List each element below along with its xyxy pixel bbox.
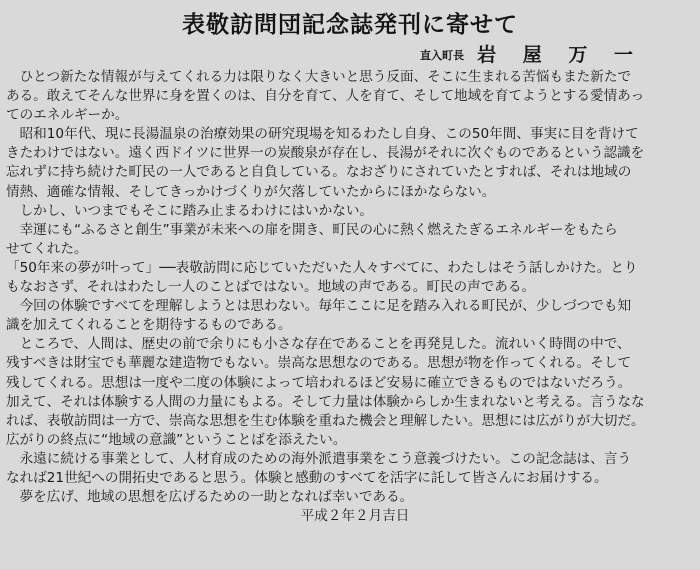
text-line: れば、表敬訪問は一方で、崇高な思想を生む体験を重ねた機会と理解したい。思想には広がりが大切だ。 bbox=[6, 412, 645, 429]
text-line: 夢を広げ、地域の思想を広げるための一助となれば幸いである。 bbox=[6, 489, 414, 506]
text-line: 永遠に続ける事業として、人材育成のための海外派遣事業をこう意義づけたい。この記念誌は、言う bbox=[6, 450, 632, 467]
author-line bbox=[420, 40, 690, 67]
text-line: ところで、人間は、歴史の前で余りにも小さな存在であることを再発見した。流れいく時間の中で、 bbox=[6, 336, 631, 353]
text-line: きたわけではない。遠く西ドイツに世界一の炭酸泉が存在し、長湯がそれに次ぐものであるという認識を bbox=[6, 145, 645, 162]
text-line: 残すべきは財宝でも華麗な建造物でもない。崇高な思想なのである。思想が物を作ってくれる。そして bbox=[6, 355, 632, 372]
text-line: 残してくれる。思想は一度や二度の体験によって培われるほど安易に確立できるものではないだろう。 bbox=[6, 374, 632, 391]
document-body bbox=[6, 68, 694, 526]
document-date: 平成２年２月吉日 bbox=[300, 508, 410, 525]
text-line: 今回の体験ですべてを理解しようとは思わない。毎年ここに足を踏み入れる町民が、少しづつでも知 bbox=[6, 298, 632, 315]
text-line: しかし、いつまでもそこに踏み止まるわけにはいかない。 bbox=[6, 202, 374, 219]
author-name: 岩 屋 万 一 bbox=[477, 44, 643, 66]
text-line: 情熱、適確な情報、そしてきっかけづくりが欠落していたからにほかならない。 bbox=[6, 183, 496, 200]
text-line: 加えて、それは体験する人間の力量にもよる。そして力量は体験からしか生まれないと考える。言うなな bbox=[6, 393, 645, 410]
text-line: 幸運にも“ふるさと創生”事業が未来への扉を開き、町民の心に熱く燃えたぎるエネルギーをもたら bbox=[6, 221, 618, 238]
text-line: せてくれた。 bbox=[6, 240, 88, 257]
text-line: 「50年来の夢が叶って」──表敬訪問に応じていただいた人々すべてに、わたしはそう話しかけた。とり bbox=[6, 259, 638, 276]
text-line: ひとつ新たな情報が与えてくれる力は限りなく大きいと思う反面、そこに生まれる苦悩もまた新たで bbox=[6, 69, 632, 85]
document-title: 表敬訪問団記念誌発刊に寄せて bbox=[182, 11, 518, 38]
text-line: 広がりの終点に“地域の意識”ということばを添えたい。 bbox=[6, 431, 347, 448]
text-line: 昭和10年代、現に長湯温泉の治療効果の研究現場を知るわたし自身、この50年間、事実に目を背けて bbox=[6, 126, 639, 143]
text-line: なれば21世紀への開拓史であると思う。体験と感動のすべてを活字に託して皆さんにお届けする。 bbox=[6, 469, 608, 486]
author-role: 直入町長 bbox=[420, 49, 464, 62]
text-line: 識を加えてくれることを期待するものである。 bbox=[6, 317, 292, 334]
text-line: ある。敢えてそんな世界に身を置くのは、自分を育て、人を育て、そして地域を育てようとする愛情あっ bbox=[6, 88, 645, 105]
text-line: 忘れずに持ち続けた町民の一人であると自負している。なおざりにされていたとすれば、それは地域の bbox=[6, 164, 632, 181]
text-line: もなおさず、それはわたし一人のことばではない。地域の声である。町民の声である。 bbox=[6, 279, 536, 296]
text-line: てのエネルギーか。 bbox=[6, 107, 129, 124]
